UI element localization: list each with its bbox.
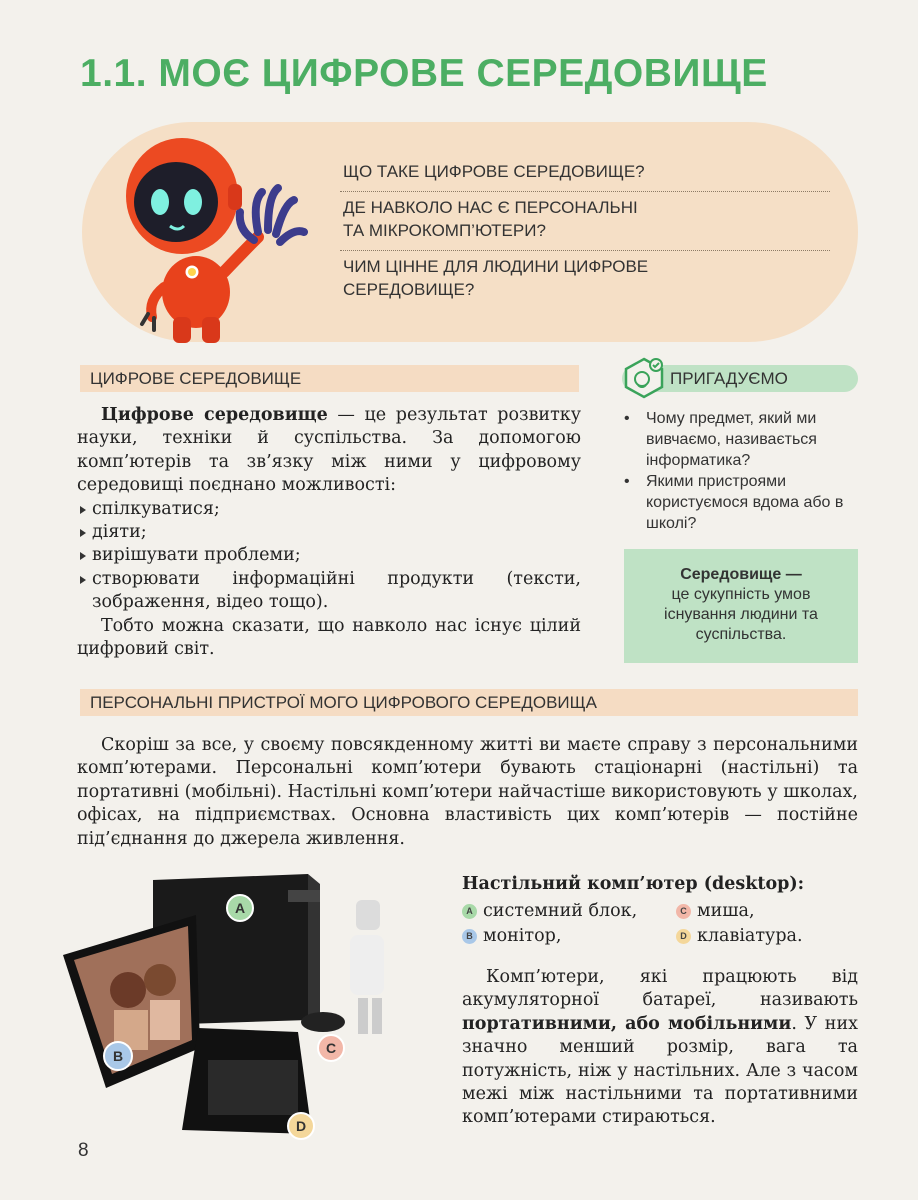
legend-item [676,924,803,949]
remember-list [620,408,860,534]
intro-questions [340,156,830,309]
legend-label: клавіатура. [697,926,803,946]
remember-label: ПРИГАДУЄМО [670,369,788,388]
label-c: C [325,1040,337,1056]
thinking-face-icon [620,355,668,399]
paragraph-text: — це результат розвитку науки, техніки й суспільства. За допомогою комп’ютерів та зв’язку між ними у цифровому середовищі поєднано можливості: [77,405,581,496]
legend-item [462,924,561,949]
paragraph: Тобто можна сказати, що навколо нас існує цілий цифровий світ. [77,615,581,660]
term-bold: портативними, або мобільними [462,1013,792,1034]
page-title: 1.1. МОЄ ЦИФРОВЕ СЕРЕДОВИЩЕ [80,52,768,95]
list-item: створювати інформаційні продукти (тексти, зображення, відео тощо). [77,568,581,615]
section-heading-personal-devices: ПЕРСОНАЛЬНІ ПРИСТРОЇ МОГО ЦИФРОВОГО СЕРЕДОВИЩА [80,689,858,716]
legend-badge: A [462,904,477,919]
list-item: вирішувати проблеми; [77,544,581,567]
paragraph-text: Комп’ютери, які працюють від акумуляторної батареї, називають [462,967,858,1011]
intro-question: ЩО ТАКЕ ЦИФРОВЕ СЕРЕДОВИЩЕ? [340,156,830,192]
legend-badge: C [676,904,691,919]
definition-term: Середовище — [680,566,802,583]
remember-item: • Якими пристроями користуємося вдома або в школі? [620,471,860,534]
section-heading-digital-environment: ЦИФРОВЕ СЕРЕДОВИЩЕ [80,365,579,392]
definition-text: це сукупність умов існування людини та суспільства. [664,586,818,643]
desktop-title: Настільний комп’ютер (desktop): [462,874,805,894]
mobile-computers-text [462,966,858,1130]
personal-devices-text: Скоріш за все, у своєму повсякденному житті ви маєте справу з персональними комп’ютерами. Персональні комп’ютери бувають стаціонарні (настільні) та портативні (мобільні). Настільні комп’ютери найчастіше використовують у школах, офісах, на підприємствах. Основна властивість цих комп’ютерів — постійне під’єднання до джерела живлення. [77,735,858,849]
paragraph-text: . У них значно менший розмір, вага та потужність, ніж у настільних. Але з часом межі між настільними та портативними комп’ютерами стираються. [462,1013,858,1128]
intro-question: ДЕ НАВКОЛО НАС Є ПЕРСОНАЛЬНІ ТА МІКРОКОМП’ЮТЕРИ? [340,192,830,251]
robot-illustration [118,122,318,350]
term-bold: Цифрове середовище [101,405,328,425]
paragraph [77,404,581,498]
list-item: діяти; [77,521,581,544]
legend-badge: B [462,929,477,944]
remember-item: • Чому предмет, який ми вивчаємо, називається інформатика? [620,408,860,471]
legend-label: системний блок, [483,901,638,921]
digital-environment-text [77,404,581,661]
definition-box [624,549,858,663]
list-item: спілкуватися; [77,498,581,521]
desktop-computer-illustration [58,860,448,1150]
legend-label: миша, [697,901,755,921]
legend-label: монітор, [483,926,562,946]
page-number: 8 [78,1140,89,1161]
intro-question: ЧИМ ЦІННЕ ДЛЯ ЛЮДИНИ ЦИФРОВЕ СЕРЕДОВИЩЕ? [343,257,649,299]
legend-badge: D [676,929,691,944]
label-d: D [295,1118,307,1134]
legend-item [676,899,755,924]
label-b: B [112,1048,124,1064]
legend-item [462,899,637,924]
label-a: A [234,900,246,916]
